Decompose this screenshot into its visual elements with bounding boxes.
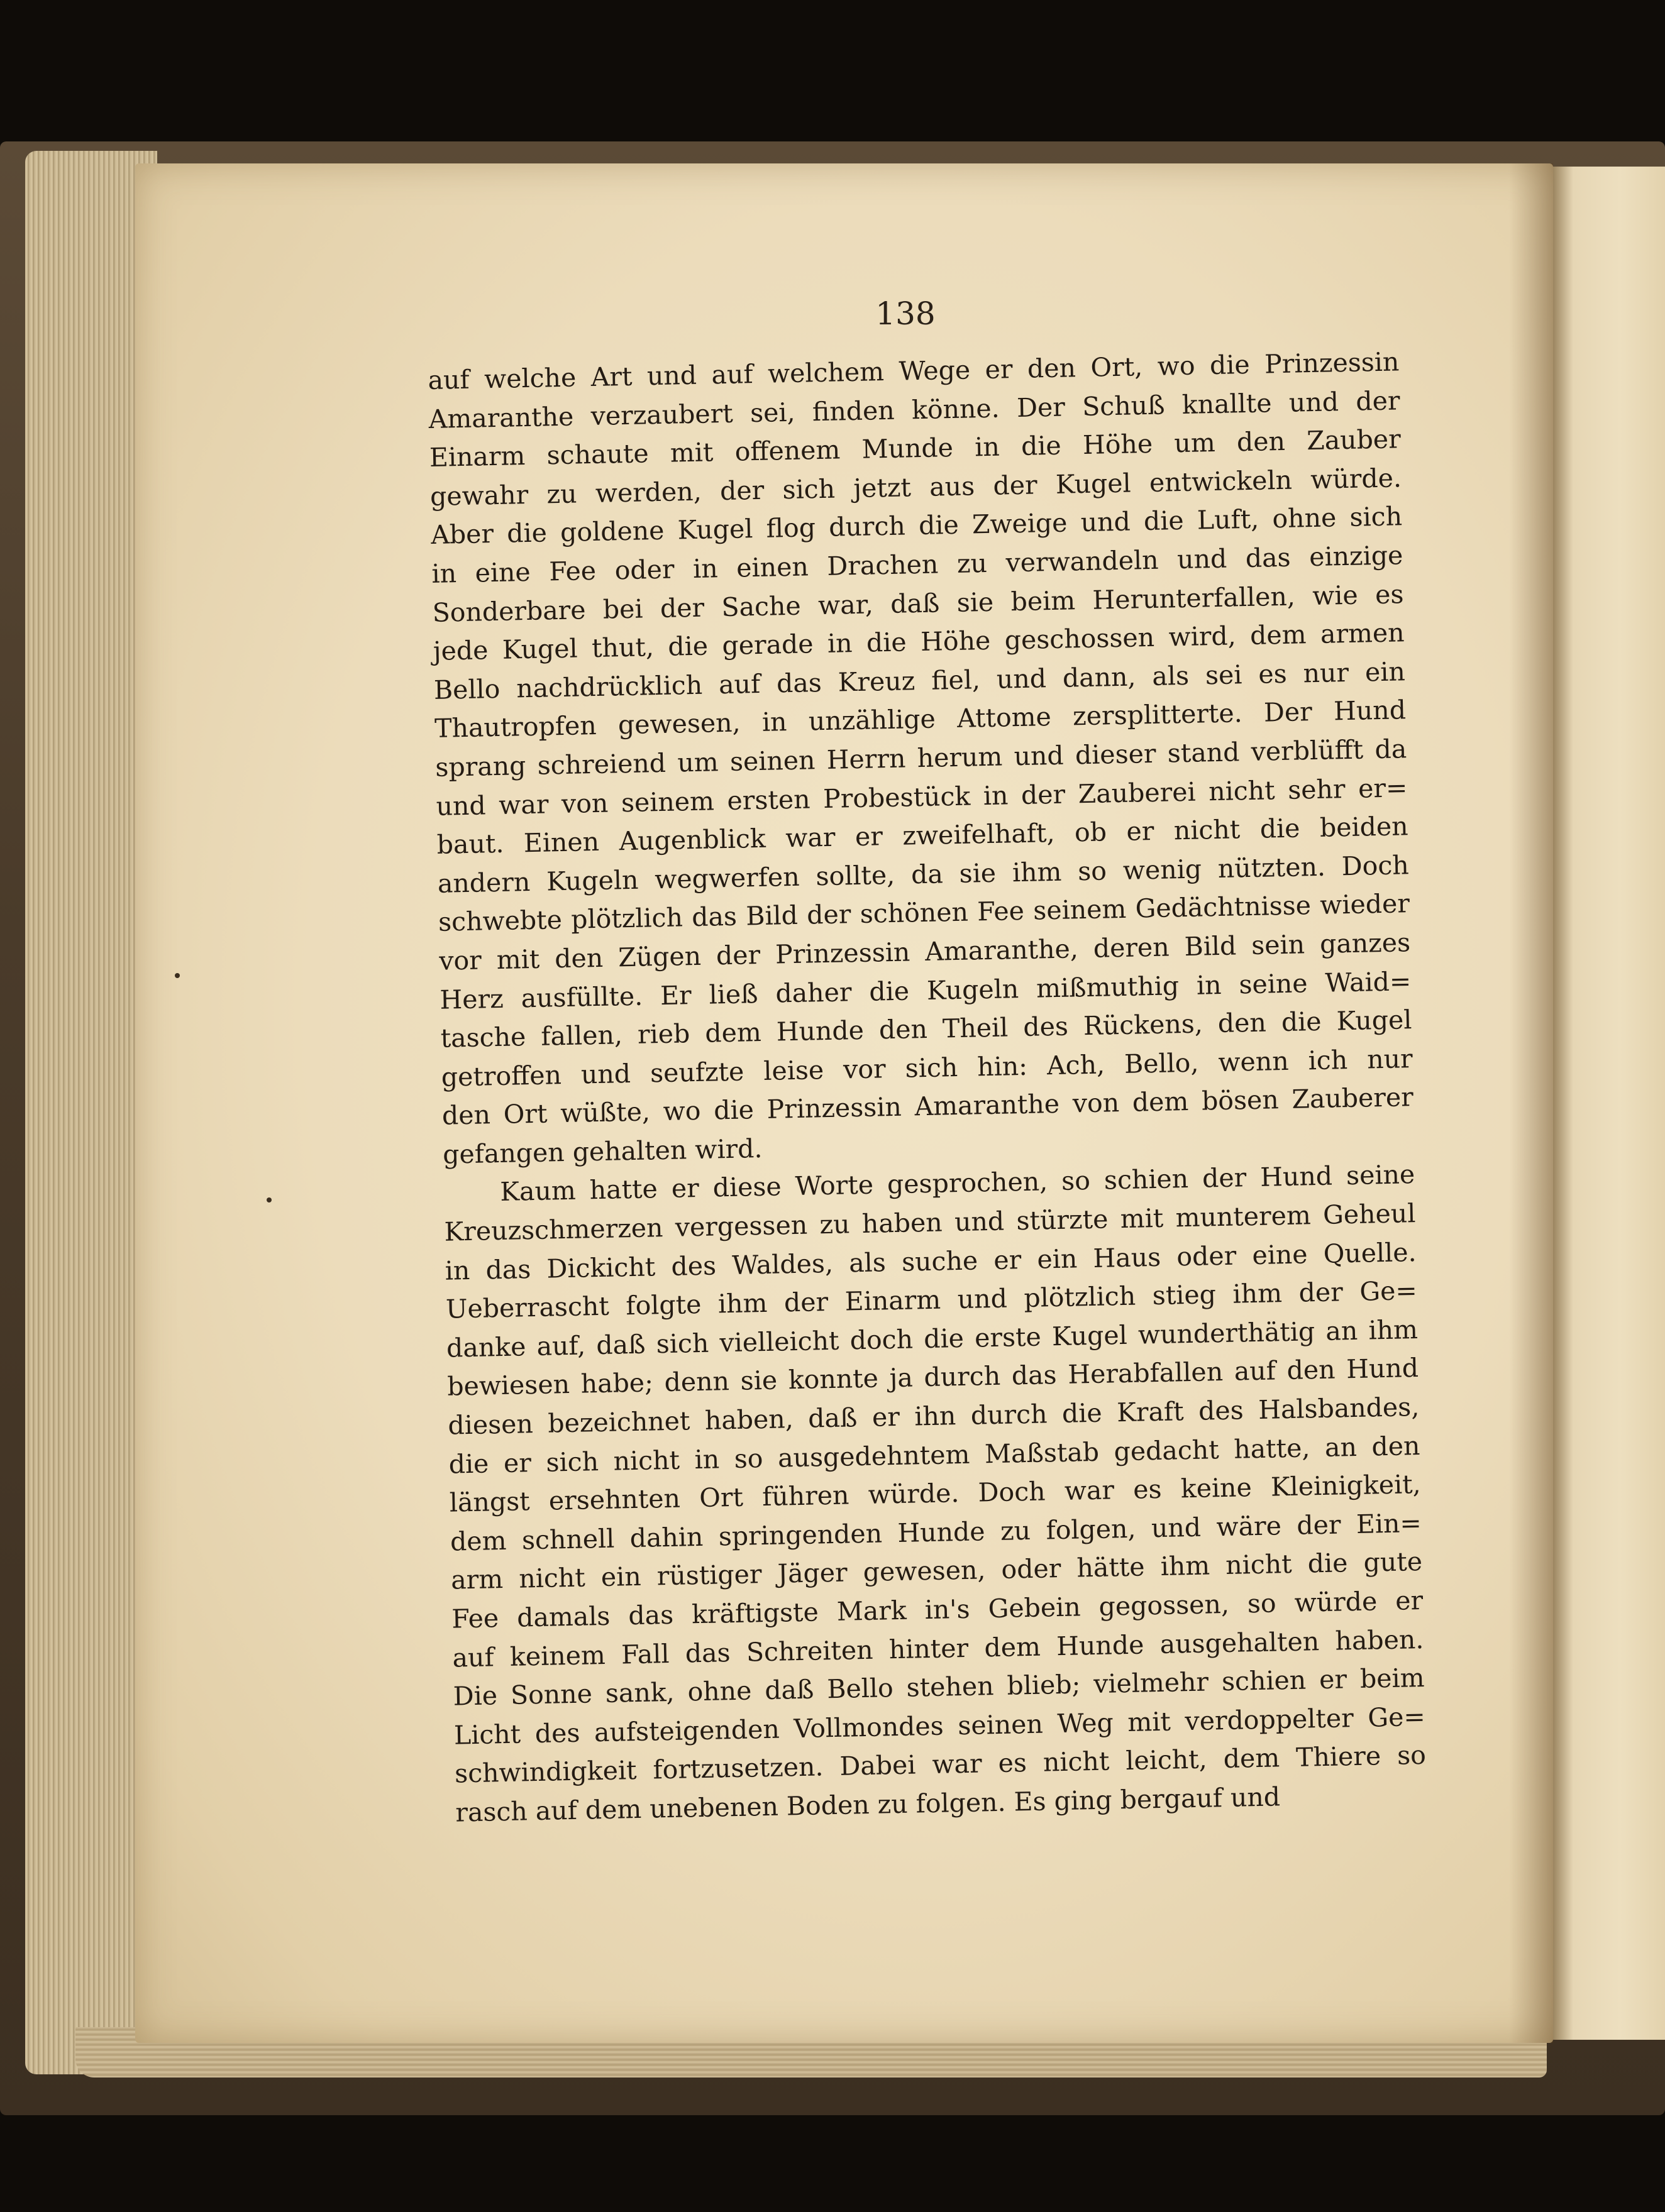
page-number: 138 <box>875 295 936 332</box>
text-line: bewiesen habe; denn sie konnte ja durch das Herabfallen auf den Hund <box>446 1353 1419 1402</box>
text-line: Aber die goldene Kugel flog durch die Zweige und die Luft, ohne sich <box>430 501 1403 551</box>
text-line: in eine Fee oder in einen Drachen zu verwandeln und das einzige <box>431 540 1403 589</box>
paragraph <box>443 1156 1427 1833</box>
text-line: andern Kugeln wegwerfen sollte, da sie ihm so wenig nützten. Doch <box>437 849 1410 899</box>
text-line: baut. Einen Augenblick war er zweifelhaft, ob er nicht die beiden <box>436 811 1408 860</box>
text-line: den Ort wüßte, wo die Prinzessin Amaranthe von dem bösen Zauberer <box>441 1082 1414 1131</box>
text-line: Bello nachdrücklich auf das Kreuz fiel, und dann, als sei es nur ein <box>433 656 1406 705</box>
text-line: schwindigkeit fortzusetzen. Dabei war es nicht leicht, dem Thiere so <box>454 1740 1427 1789</box>
text-line: arm nicht ein rüstiger Jäger gewesen, oder hätte ihm nicht die gute <box>450 1546 1423 1596</box>
text-line: danke auf, daß sich vielleicht doch die erste Kugel wunderthätig an ihm <box>446 1314 1419 1363</box>
text-line: Ueberrascht folgte ihm der Einarm und plötzlich stieg ihm der Ge= <box>445 1275 1418 1324</box>
text-line: Kreuzschmerzen vergessen zu haben und stürzte mit munterem Geheul <box>444 1198 1416 1247</box>
text-line: Thautropfen gewesen, in unzählige Attome zersplitterte. Der Hund <box>434 695 1407 744</box>
ink-speck <box>175 973 180 978</box>
body-text <box>428 343 1427 1832</box>
text-line: gefangen gehalten wird. <box>442 1133 763 1170</box>
page-gutter-shadow <box>1509 163 1553 2043</box>
paragraph <box>428 343 1415 1174</box>
text-line: vor mit den Zügen der Prinzessin Amaranthe, deren Bild sein ganzes <box>438 927 1411 976</box>
text-line: schwebte plötzlich das Bild der schönen Fee seinem Gedächtnisse wieder <box>438 888 1410 938</box>
text-line: und war von seinem ersten Probestück in der Zauberei nicht sehr er= <box>436 772 1408 822</box>
text-line: Kaum hatte er diese Worte gesprochen, so schien der Hund seine <box>499 1159 1415 1208</box>
text-line: Einarm schaute mit offenem Munde in die Höhe um den Zauber <box>429 424 1402 473</box>
text-line: Sonderbare bei der Sache war, daß sie beim Herunterfallen, wie es <box>432 578 1404 628</box>
text-line: Licht des aufsteigenden Vollmondes seinen Weg mit verdoppelter Ge= <box>453 1701 1426 1751</box>
text-line: Amaranthe verzaubert sei, finden könne. Der Schuß knallte und der <box>428 385 1400 434</box>
text-line: in das Dickicht des Waldes, als suche er ein Haus oder eine Quelle. <box>445 1236 1417 1286</box>
ink-speck <box>267 1197 272 1202</box>
text-line: jede Kugel thut, die gerade in die Höhe geschossen wird, dem armen <box>433 617 1405 667</box>
text-line: Fee damals das kräftigste Mark in's Gebein gegossen, so würde er <box>451 1585 1424 1634</box>
text-line: sprang schreiend um seinen Herrn herum und dieser stand verblüfft da <box>434 734 1407 783</box>
text-line: Herz ausfüllte. Er ließ daher die Kugeln mißmuthig in seine Waid= <box>440 966 1412 1015</box>
text-line: längst ersehnten Ort führen würde. Doch war es keine Kleinigkeit, <box>449 1469 1422 1518</box>
text-line: diesen bezeichnet haben, daß er ihn durch die Kraft des Halsbandes, <box>448 1392 1420 1441</box>
text-line: Die Sonne sank, ohne daß Bello stehen blieb; vielmehr schien er beim <box>453 1663 1425 1712</box>
text-line: auf welche Art und auf welchem Wege er den Ort, wo die Prinzessin <box>428 346 1400 395</box>
text-line: tasche fallen, rieb dem Hunde den Theil des Rückens, den die Kugel <box>440 1004 1412 1054</box>
text-line: dem schnell dahin springenden Hunde zu folgen, und wäre der Ein= <box>450 1507 1422 1557</box>
text-line: getroffen und seufzte leise vor sich hin: Ach, Bello, wenn ich nur <box>441 1043 1413 1092</box>
facing-page <box>1553 167 1665 2040</box>
text-line: gewahr zu werden, der sich jetzt aus der Kugel entwickeln würde. <box>429 463 1402 512</box>
text-line: die er sich nicht in so ausgedehntem Maßstab gedacht hatte, an den <box>448 1430 1420 1480</box>
text-line: auf keinem Fall das Schreiten hinter dem Hunde ausgehalten haben. <box>452 1624 1424 1673</box>
text-line: rasch auf dem unebenen Boden zu folgen. Es ging bergauf und <box>455 1781 1281 1828</box>
